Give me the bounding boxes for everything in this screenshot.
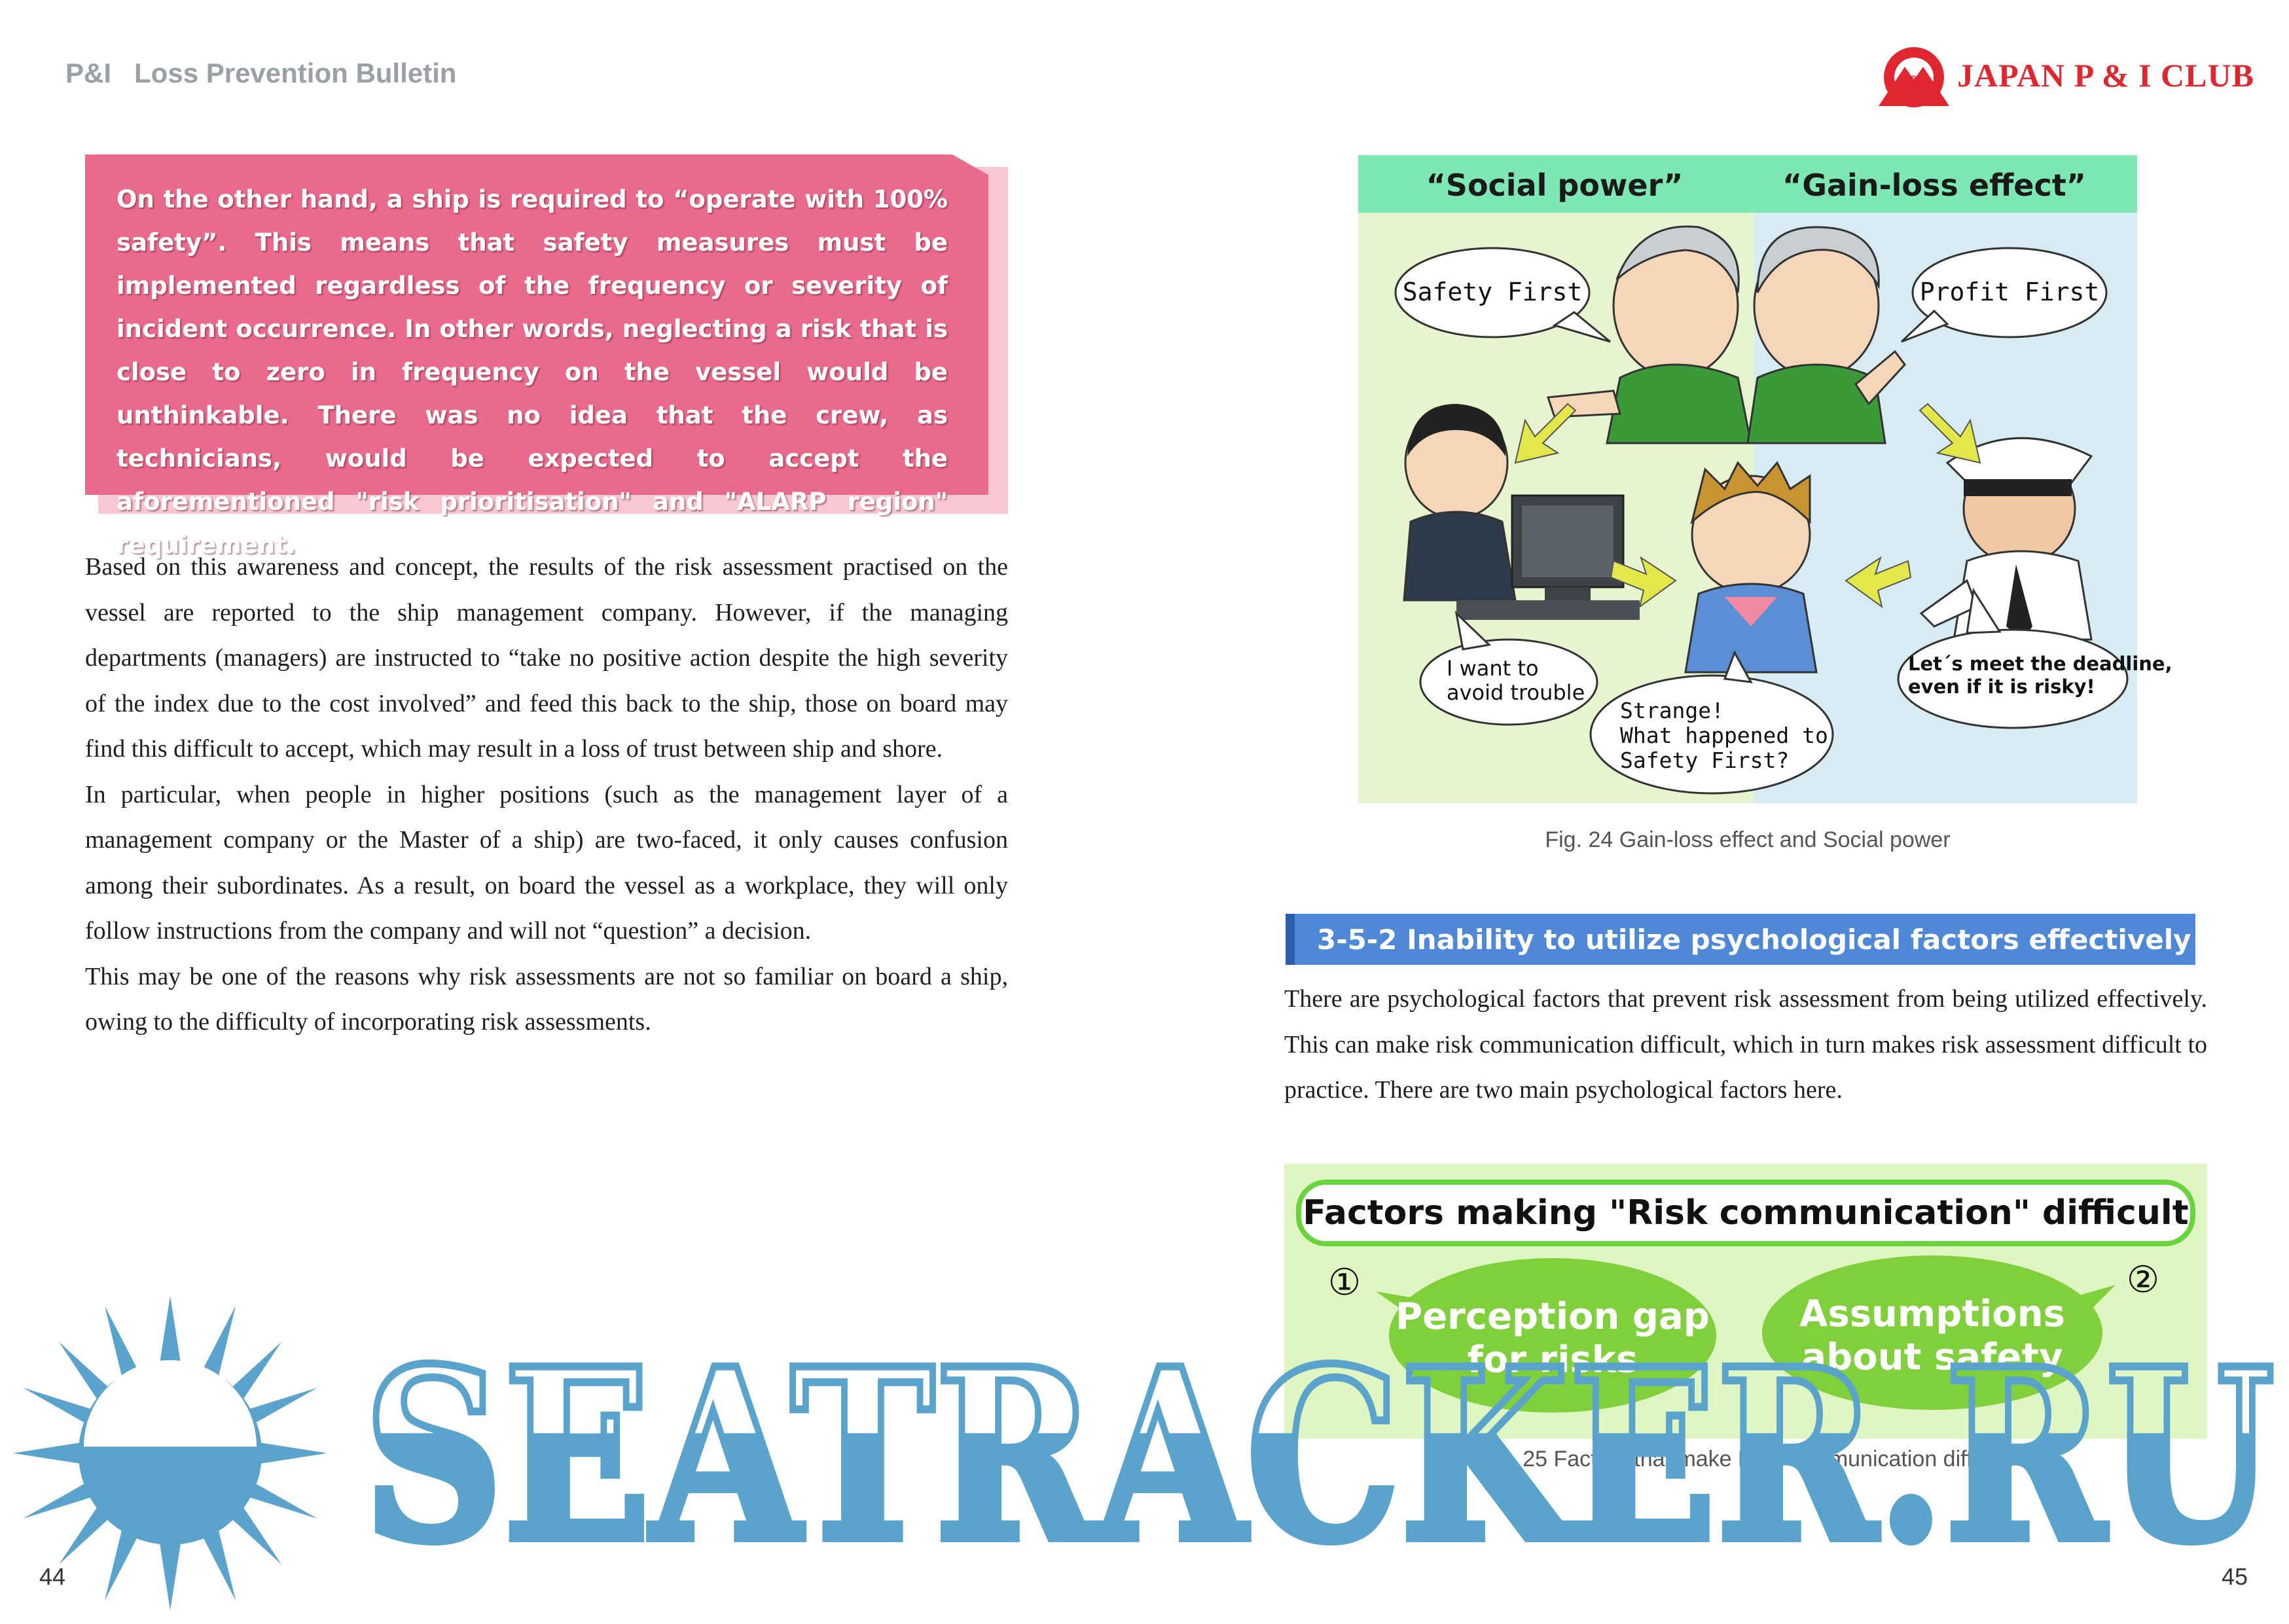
bulletin-title: P&I Loss Prevention Bulletin	[65, 58, 457, 88]
left-paragraph-1: Based on this awareness and concept, the results of the risk assessment practised on the vessel are reported to the ship management company. However, if the managing departments (managers) are instructed to “take no positive action despite the high severity of the index due to the cost involved” and feed this back to the ship, those on board may find this difficult to accept, which may result in a loss of trust between ship and shore.	[85, 553, 1008, 763]
factor-2-line-2: about safety	[1801, 1336, 2063, 1379]
figure-24	[1358, 155, 2172, 803]
page-number-right: 45	[2222, 1563, 2248, 1590]
svg-text:avoid trouble: avoid trouble	[1447, 680, 1585, 705]
factor-1-line-1: Perception gap	[1396, 1295, 1710, 1338]
watermark-text	[353, 1316, 2284, 1594]
figure-24-illustration	[1358, 155, 2172, 803]
section-heading: 3-5-2 Inability to utilize psychological factors effectively	[1286, 914, 2195, 965]
section-body-text: There are psychological factors that prevent risk assessment from being utilized effectively. This can make risk communication difficult, which in turn makes risk assessment difficult to practice. There are two main psychological factors here.	[1284, 985, 2207, 1104]
factor-1-number: ①	[1327, 1261, 1361, 1304]
svg-text:Let´s meet the deadline,: Let´s meet the deadline,	[1908, 653, 2172, 675]
header-gain-loss: “Gain-loss effect”	[1782, 168, 2086, 203]
page-number-left: 44	[39, 1563, 66, 1590]
left-body-text	[85, 545, 1008, 1045]
svg-text:Strange!: Strange!	[1620, 698, 1724, 723]
figure-25-caption: Fig. 25 Factors that make Risk communication difficult	[1479, 1447, 2012, 1471]
club-name: JAPAN P & I CLUB	[1957, 57, 2254, 94]
figure-25-title: Factors making "Risk communication" difficult	[1303, 1193, 2189, 1233]
svg-text:I want to: I want to	[1447, 656, 1539, 681]
svg-text:Safety First?: Safety First?	[1620, 748, 1790, 773]
svg-text:Profit First: Profit First	[1919, 278, 2100, 306]
logo-small-text: JAPAN	[1901, 74, 1927, 83]
crew-member-figure	[1685, 463, 1816, 672]
svg-text:What happened to: What happened to	[1620, 723, 1828, 748]
svg-text:even if it is risky!: even if it is risky!	[1908, 676, 2095, 698]
factor-2-number: ②	[2126, 1259, 2160, 1301]
factor-1-line-2: for risks	[1467, 1339, 1638, 1381]
watermark-label: SEATRACKER.RU	[363, 1317, 2275, 1594]
left-paragraph-3: This may be one of the reasons why risk assessments are not so familiar on board a ship, owing to the difficulty of incorporating risk assessments.	[85, 962, 1008, 1036]
figure-24-caption: Fig. 24 Gain-loss effect and Social power	[1545, 827, 1951, 852]
callout-text: On the other hand, a ship is required to “operate with 100% safety”. This means that safety measures must be implemented regardless of the frequency or severity of incident occurrence. In other words, neglecting a risk that is close to zero in frequency on the vessel would be unthinkable. There was no idea that the crew, as technicians, would be expected to accept the aforementioned "risk prioritisation" and "ALARP region" requirement.	[117, 185, 948, 559]
header-social-power: “Social power”	[1426, 168, 1684, 203]
factor-2-line-1: Assumptions	[1799, 1293, 2065, 1335]
svg-text:Safety First: Safety First	[1402, 278, 1583, 306]
left-paragraph-2: In particular, when people in higher positions (such as the management layer of a management company or the Master of a ship) are two-faced, it only causes confusion among their subordinates. As a result, on board the vessel as a workplace, they will only follow instructions from the company and will not “question” a decision.	[85, 780, 1008, 945]
